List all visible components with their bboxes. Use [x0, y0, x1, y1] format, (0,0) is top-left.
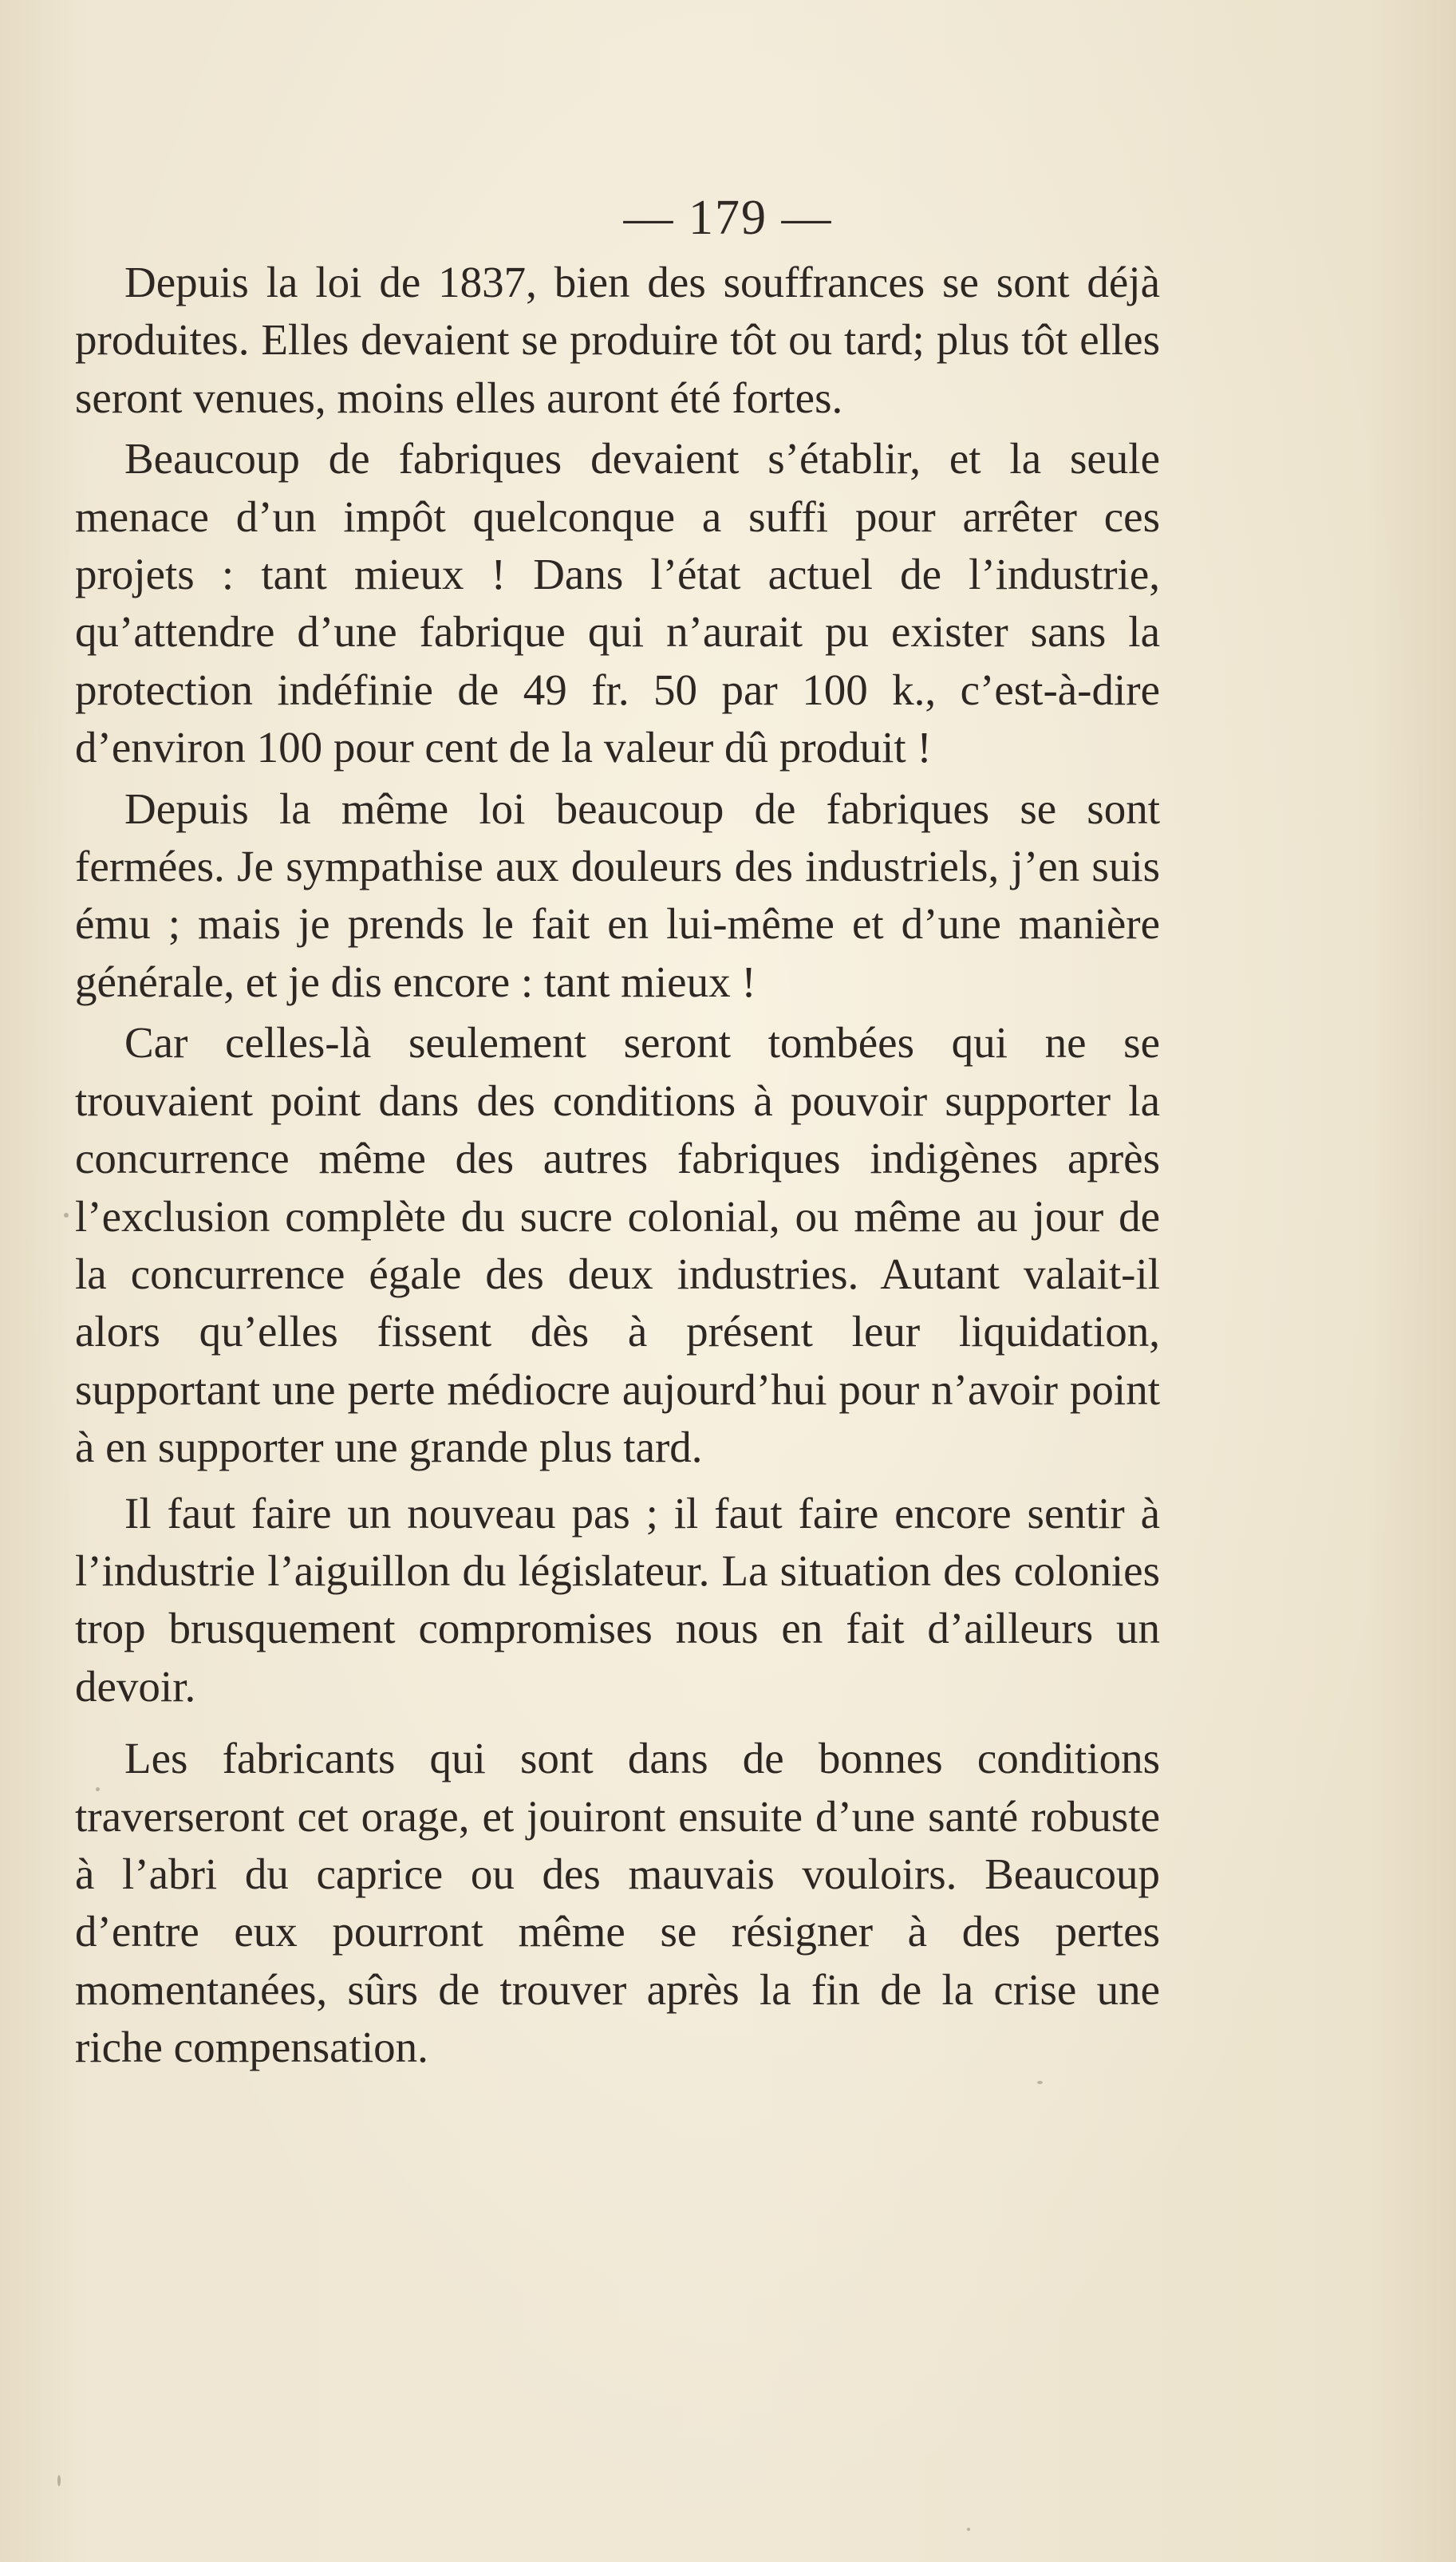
paragraph-4: Car celles-là seulement seront tombées qui ne se trouvaient point dans des conditions à pouvoir supporter la concurrence même des autres fabriques indigènes après l’exclusion complète du sucre colonial, ou même au jour de la concurrence égale des deux industries. Autant valait-il alors qu’elles fissent dès à présent leur liquidation, supportant une perte médiocre aujourd’hui pour n’avoir point à en supporter une grande plus tard. — [75, 1018, 1160, 1472]
paper-speck — [1037, 2081, 1043, 2084]
paragraph-2: Beaucoup de fabriques devaient s’établir, et la seule menace d’un impôt quelconque a suffi pour arrêter ces projets : tant mieux ! Dans l’état actuel de l’industrie, qu’attendre d’une fabrique qui n’aurait pu exister sans la protection indéfinie de 49 fr. 50 par 100 k., c’est-à-dire d’environ 100 pour cent de la valeur dû produit ! — [75, 434, 1160, 772]
page-number: — 179 — — [623, 191, 833, 245]
paper-speck — [64, 1213, 69, 1218]
paper-speck — [96, 1787, 100, 1791]
paragraph-1: Depuis la loi de 1837, bien des souffrances se sont déjà produites. Elles devaient se produire tôt ou tard; plus tôt elles seront venues, moins elles auront été fortes. — [75, 258, 1160, 422]
paragraph-5: Il faut faire un nouveau pas ; il faut faire encore sentir à l’industrie l’aiguillon du législateur. La situation des colonies trop brusquement compromises nous en fait d’ailleurs un devoir. — [75, 1488, 1160, 1711]
paper-speck — [967, 2528, 970, 2531]
body-text — [75, 254, 1160, 2080]
paragraph-3: Depuis la même loi beaucoup de fabriques se sont fermées. Je sympathise aux douleurs des industriels, j’en suis ému ; mais je prends le fait en lui-même et d’une manière générale, et je dis encore : tant mieux ! — [75, 784, 1160, 1006]
paper-speck — [57, 2475, 61, 2486]
paragraph-6: Les fabricants qui sont dans de bonnes conditions traverseront cet orage, et jouiront ensuite d’une santé robuste à l’abri du caprice ou des mauvais vouloirs. Beaucoup d’entre eux pourront même se résigner à des pertes momentanées, sûrs de trouver après la fin de la crise une riche compensation. — [75, 1734, 1160, 2072]
